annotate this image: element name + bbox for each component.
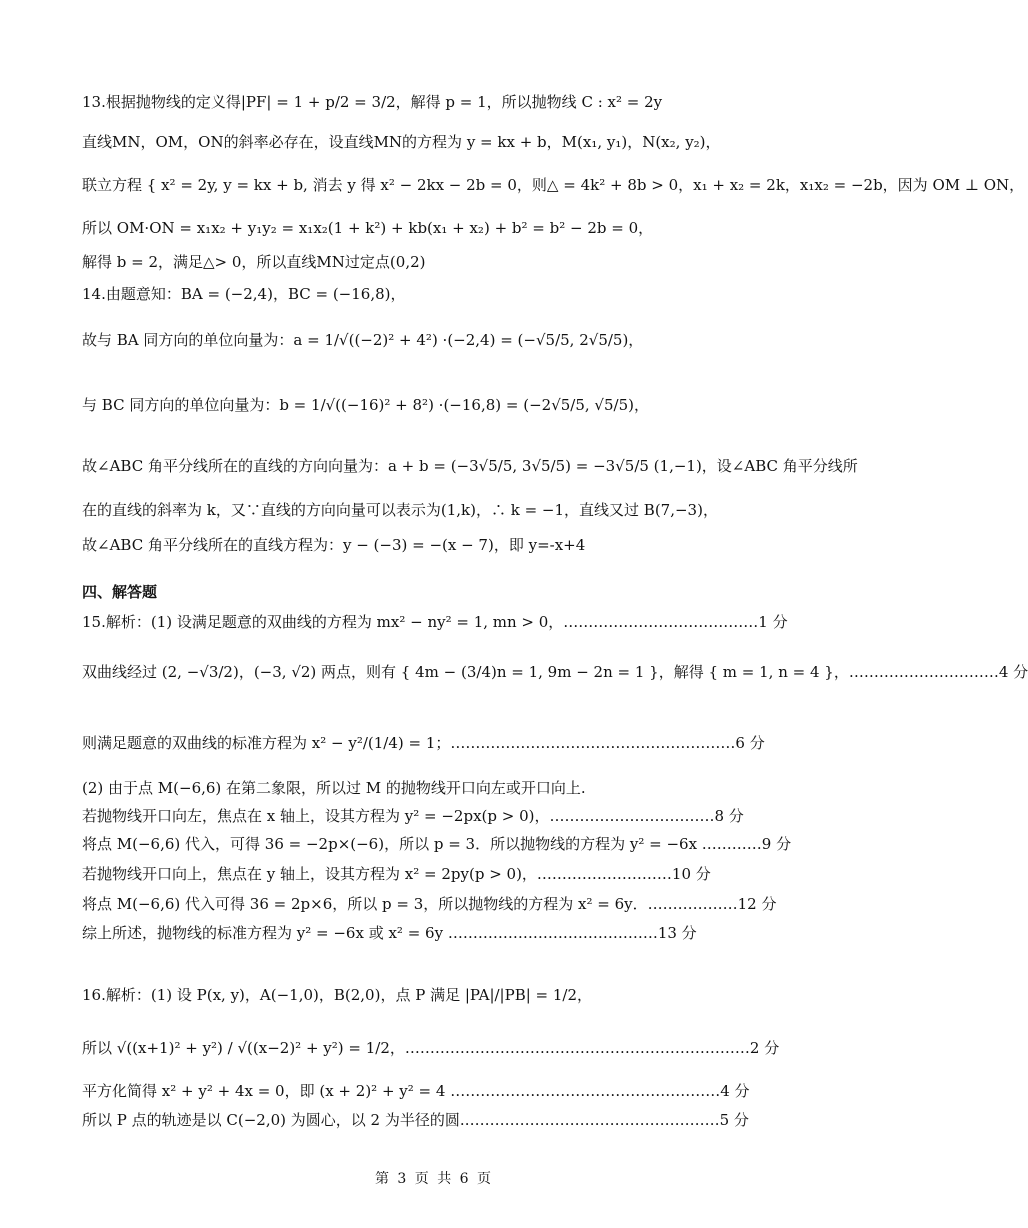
text-line: 与 BC 同方向的单位向量为：b = 1/√((−16)² + 8²) ·(−16,8) = (−2√5/5, √5/5)，	[82, 396, 649, 414]
text-line: 将点 M(−6,6) 代入，可得 36 = −2p×(−6)，所以 p = 3．所以抛物线的方程为 y² = −6x …………9 分	[82, 835, 792, 853]
text-line: 直线MN，OM，ON的斜率必存在，设直线MN的方程为 y = kx + b，M(x₁, y₁)，N(x₂, y₂)，	[82, 133, 721, 151]
text-line: 综上所述，抛物线的标准方程为 y² = −6x 或 x² = 6y ……………………………………13 分	[82, 924, 697, 942]
text-line: 在的直线的斜率为 k，又∵直线的方向向量可以表示为(1,k)，∴ k = −1，直线又过 B(7,−3)，	[82, 501, 718, 519]
text-line: 所以 √((x+1)² + y²) / √((x−2)² + y²) = 1/2，……………………………………………………………2 分	[82, 1039, 780, 1057]
section-heading: 四、解答题	[82, 583, 158, 601]
text-line: (2) 由于点 M(−6,6) 在第二象限，所以过 M 的抛物线开口向左或开口向上.	[82, 779, 586, 797]
text-line: 解得 b = 2，满足△> 0，所以直线MN过定点(0,2)	[82, 253, 426, 271]
text-line: 16.解析：(1) 设 P(x, y)，A(−1,0)，B(2,0)，点 P 满足 |PA|/|PB| = 1/2，	[82, 986, 593, 1004]
text-line: 所以 P 点的轨迹是以 C(−2,0) 为圆心，以 2 为半径的圆.……………………………………………5 分	[82, 1111, 749, 1129]
page-number: 第 3 页 共 6 页	[374, 1171, 494, 1187]
text-line: 平方化简得 x² + y² + 4x = 0，即 (x + 2)² + y² = 4 ………………………………………………4 分	[82, 1082, 750, 1100]
text-line: 15.解析：(1) 设满足题意的双曲线的方程为 mx² − ny² = 1, mn > 0，…………………………………1 分	[82, 613, 788, 631]
text-line: 双曲线经过 (2, −√3/2)，(−3, √2) 两点，则有 { 4m − (3/4)n = 1, 9m − 2n = 1 }，解得 { m = 1, n = 4 }，…………………………4 分	[82, 663, 1028, 681]
text-line: 故∠ABC 角平分线所在的直线的方向向量为：a + b = (−3√5/5, 3√5/5) = −3√5/5 (1,−1)，设∠ABC 角平分线所	[82, 457, 858, 475]
text-line: 13.根据抛物线的定义得|PF| = 1 + p/2 = 3/2，解得 p = 1，所以抛物线 C : x² = 2y	[82, 93, 663, 111]
text-line: 14.由题意知：BA = (−2,4)，BC = (−16,8)，	[82, 285, 406, 303]
text-line: 则满足题意的双曲线的标准方程为 x² − y²/(1/4) = 1；…………………………………………………6 分	[82, 734, 765, 752]
text-line: 若抛物线开口向上，焦点在 y 轴上，设其方程为 x² = 2py(p > 0)，………………………10 分	[82, 865, 711, 883]
text-line: 故与 BA 同方向的单位向量为：a = 1/√((−2)² + 4²) ·(−2,4) = (−√5/5, 2√5/5)，	[82, 331, 644, 349]
text-line: 所以 OM·ON = x₁x₂ + y₁y₂ = x₁x₂(1 + k²) + kb(x₁ + x₂) + b² = b² − 2b = 0，	[82, 219, 654, 237]
text-line: 若抛物线开口向左，焦点在 x 轴上，设其方程为 y² = −2px(p > 0)，……………………………8 分	[82, 807, 744, 825]
text-line: 将点 M(−6,6) 代入可得 36 = 2p×6，所以 p = 3，所以抛物线的方程为 x² = 6y．………………12 分	[82, 895, 777, 913]
text-line: 联立方程 { x² = 2y, y = kx + b, 消去 y 得 x² − 2kx − 2b = 0，则△ = 4k² + 8b > 0，x₁ + x₂ = 2k，x₁x₂ = −2b，因为 OM ⊥ ON，	[82, 176, 1025, 194]
text-line: 故∠ABC 角平分线所在的直线方程为：y − (−3) = −(x − 7)，即 y=-x+4	[82, 536, 586, 554]
